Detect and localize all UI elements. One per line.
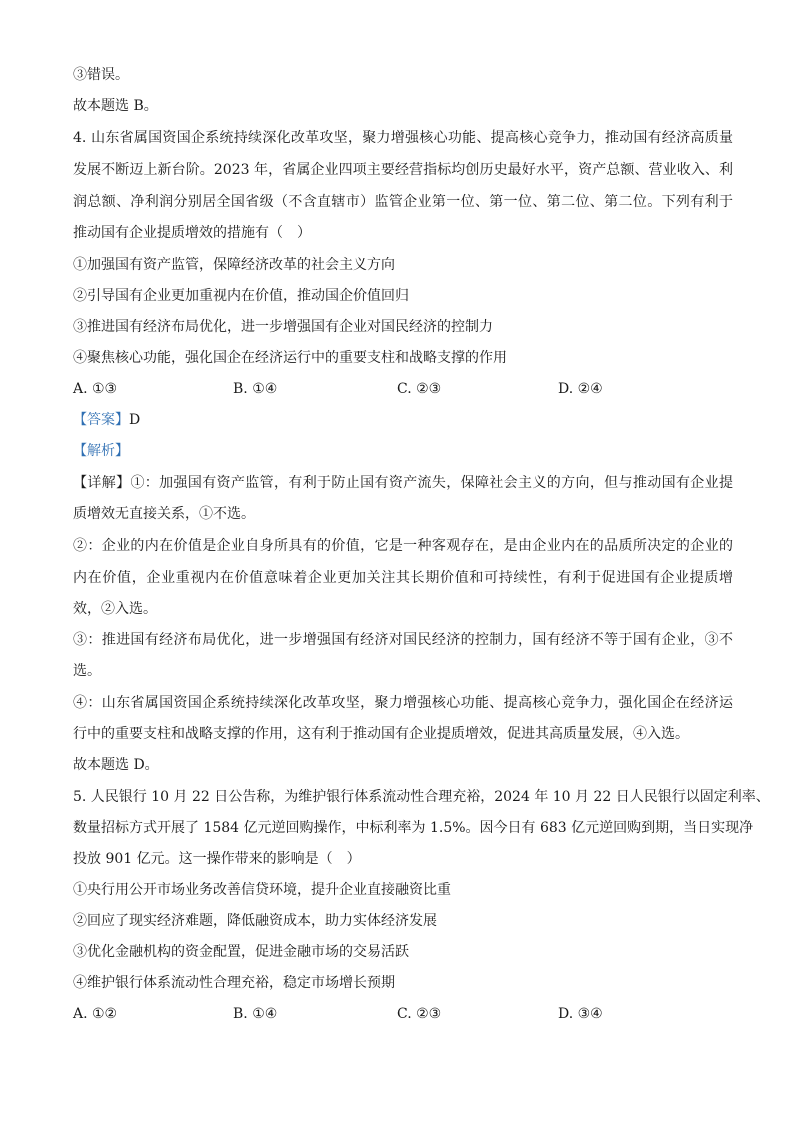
q4-stem-line: 润总额、净利润分别居全国省级（不含直辖市）监管企业第一位、第一位、第二位、第二位。下列有利于 xyxy=(73,194,733,210)
detail-tag: 【详解】 xyxy=(73,475,131,491)
q4-detail-line: 质增效无直接关系，①不选。 xyxy=(73,506,255,522)
analysis-tag: 【解析】 xyxy=(73,443,129,459)
q5-option-d: D. ③④ xyxy=(558,1006,603,1022)
q5-stem-line: 投放 901 亿元。这一操作带来的影响是（ ） xyxy=(73,851,361,867)
q4-answer xyxy=(73,410,733,430)
q4-detail-line: 选。 xyxy=(73,663,101,679)
q4-detail-line: ④：山东省属国资国企系统持续深化改革攻坚，聚力增强核心功能、提高核心竞争力，强化国企在经济运 xyxy=(73,695,733,711)
q4-analysis-heading xyxy=(73,441,733,461)
q4-detail-line: 行中的重要支柱和战略支撑的作用，这有利于推动国有企业提质增效，促进其高质量发展，④入选。 xyxy=(73,726,689,742)
q5-stem-line: 数量招标方式开展了 1584 亿元逆回购操作，中标利率为 1.5%。因今日有 683 亿元逆回购到期，当日实现净 xyxy=(73,820,754,836)
q4-detail-line xyxy=(73,473,733,493)
q4-option-b: B. ①④ xyxy=(233,381,278,397)
q4-statement: ③推进国有经济布局优化，进一步增强国有企业对国民经济的控制力 xyxy=(73,319,493,335)
answer-tag: 【答案】 xyxy=(73,412,129,428)
answer-value: D xyxy=(129,412,141,428)
q4-option-a: A. ①③ xyxy=(73,381,118,397)
q5-option-a: A. ①② xyxy=(73,1006,118,1022)
q5-statement: ②回应了现实经济难题，降低融资成本，助力实体经济发展 xyxy=(73,913,437,929)
q5-option-c: C. ②③ xyxy=(397,1006,442,1022)
q4-statement: ④聚焦核心功能，强化国企在经济运行中的重要支柱和战略支撑的作用 xyxy=(73,350,507,366)
q4-conclusion: 故本题选 D。 xyxy=(73,757,159,773)
q4-statement: ①加强国有资产监管，保障经济改革的社会主义方向 xyxy=(73,257,395,273)
q4-detail-line: ③：推进国有经济布局优化，进一步增强国有经济对国民经济的控制力，国有经济不等于国有企业，③不 xyxy=(73,632,733,648)
q5-option-b: B. ①④ xyxy=(233,1006,278,1022)
q4-detail-line: 效，②入选。 xyxy=(73,601,157,617)
q5-stem-line: 5. 人民银行 10 月 22 日公告称，为维护银行体系流动性合理充裕，2024 年 10 月 22 日人民银行以固定利率、 xyxy=(73,789,770,805)
q4-stem-line: 发展不断迈上新台阶。2023 年，省属企业四项主要经营指标均创历史最好水平，资产总额、营业收入、利 xyxy=(73,162,733,178)
q4-option-d: D. ②④ xyxy=(558,381,603,397)
q4-detail-line: ②：企业的内在价值是企业自身所具有的价值，它是一种客观存在，是由企业内在的品质所决定的企业的 xyxy=(73,538,733,554)
q4-option-c: C. ②③ xyxy=(397,381,442,397)
previous-item-tail: ③错误。 xyxy=(73,67,129,83)
q4-detail-line: 内在价值，企业重视内在价值意味着企业更加关注其长期价值和可持续性，有利于促进国有企业提质增 xyxy=(73,570,733,586)
q5-statement: ①央行用公开市场业务改善信贷环境，提升企业直接融资比重 xyxy=(73,882,451,898)
q5-statement: ③优化金融机构的资金配置，促进金融市场的交易活跃 xyxy=(73,944,409,960)
q4-statement: ②引导国有企业更加重视内在价值，推动国企价值回归 xyxy=(73,288,409,304)
q4-stem-line: 推动国有企业提质增效的措施有（ ） xyxy=(73,225,311,241)
detail-text: ①：加强国有资产监管，有利于防止国有资产流失，保障社会主义的方向，但与推动国有企业提 xyxy=(130,475,734,491)
q4-stem-line: 4. 山东省属国资国企系统持续深化改革攻坚，聚力增强核心功能、提高核心竞争力，推动国有经济高质量 xyxy=(73,130,733,146)
q5-statement: ④维护银行体系流动性合理充裕，稳定市场增长预期 xyxy=(73,975,395,991)
previous-answer-summary: 故本题选 B。 xyxy=(73,98,158,114)
